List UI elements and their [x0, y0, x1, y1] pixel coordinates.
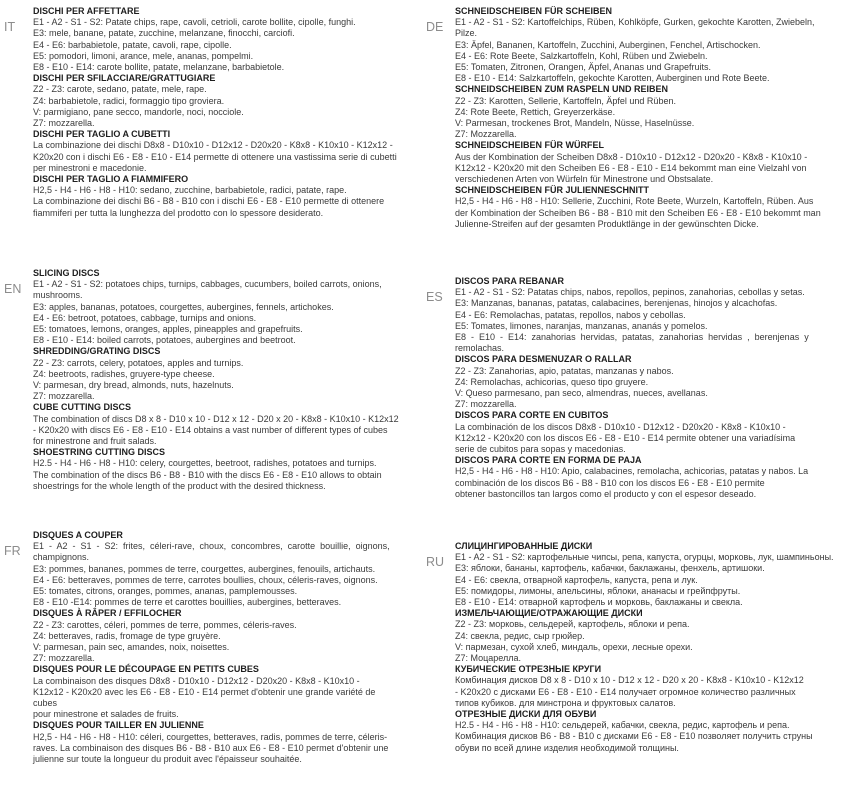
- section-line: Z7: Mozzarella.: [455, 129, 517, 140]
- language-body: [455, 541, 834, 754]
- section-line: Pilze.: [455, 28, 478, 39]
- section-line: Z2 - Z3: морковь, сельдерей, картофель, яблоки и репа.: [455, 619, 690, 630]
- section-line: champignons.: [33, 552, 90, 563]
- section-line: Z4: Remolachas, achicorias, queso tipo gruyere.: [455, 376, 649, 387]
- section-line: K20x20 con i dischi E6 - E8 - E10 - E14 permette di ottenere una vastissima serie di cubetti: [33, 151, 397, 162]
- section-line: Aus der Kombination der Scheiben D8x8 - D10x10 - D12x12 - D20x20 - K8x8 - K10x10 -: [455, 151, 808, 162]
- section-title: SCHNEIDSCHEIBEN FÜR JULIENNESCHNITT: [455, 185, 650, 196]
- section-line: E5: tomates, citrons, oranges, pommes, ananas, pamplemousses.: [33, 586, 298, 597]
- section-title: SCHNEIDSCHEIBEN FÜR WÜRFEL: [455, 140, 605, 151]
- section-line: Julienne-Streifen auf der gesamten Produktlänge in der gewünschten Dicke.: [455, 218, 759, 229]
- section-line: The combination of the discs B6 - B8 - B10 with the discs E6 - E8 - E10 allows to obtain: [33, 469, 382, 480]
- section-line: mushrooms.: [33, 290, 83, 301]
- section-line: Комбинация дисков D8 x 8 - D10 x 10 - D12 x 12 - D20 x 20 - K8x8 - K10x10 - K12x12: [455, 675, 804, 686]
- section-title: SCHNEIDSCHEIBEN ZUM RASPELN UND REIBEN: [455, 84, 669, 95]
- section-title: ОТРЕЗНЫЕ ДИСКИ ДЛЯ ОБУВИ: [455, 709, 597, 720]
- language-block-it: [0, 6, 400, 219]
- section-line: E8 - E10 - E14: zanahorias hervidas, patatas, zanahorias hervidas , berenjenas y: [455, 332, 809, 343]
- section-title: SCHNEIDSCHEIBEN FÜR SCHEIBEN: [455, 6, 613, 16]
- section-title: SHOESTRING CUTTING DISCS: [33, 447, 166, 458]
- section-line: V: parmesan, dry bread, almonds, nuts, hazelnuts.: [33, 380, 234, 391]
- section-line: verschiedenen Arten von Würfeln für Minestrone und Obstsalate.: [455, 174, 714, 185]
- language-body: [455, 276, 834, 500]
- language-body: [33, 268, 400, 492]
- language-block-ru: [422, 541, 834, 754]
- section-line: K12x12 - K20x20 con los discos E6 - E8 - E10 - E14 permite obtener una variadísima: [455, 432, 796, 443]
- section-title: DISCOS PARA CORTE EN FORMA DE PAJA: [455, 455, 642, 466]
- section-line: E8 - E10 - E14: Salzkartoffeln, gekochte Karotten, Auberginen und Rote Beete.: [455, 73, 770, 84]
- section-line: типов кубиков. для минстрона и фруктовых салатов.: [455, 697, 676, 708]
- section-title: DISQUES POUR LE DÉCOUPAGE EN PETITS CUBES: [33, 664, 259, 675]
- section-title: CUBE CUTTING DISCS: [33, 402, 132, 413]
- section-title: SLICING DISCS: [33, 268, 100, 278]
- section-line: pour minestrone et salades de fruits.: [33, 709, 179, 720]
- section-title: DISCOS PARA CORTE EN CUBITOS: [455, 410, 609, 421]
- section-title: DISCOS PARA DESMENUZAR O RALLAR: [455, 354, 632, 365]
- section-line: H2,5 - H4 - H6 - H8 - H10: Apio, calabacines, remolacha, achicorias, patatas y nabos. La: [455, 466, 809, 477]
- section-line: E1 - A2 - S1 - S2: Kartoffelchips, Rüben, Kohlköpfe, Gurken, gekochte Karotten, Zwiebeln,: [455, 17, 815, 28]
- section-line: Z2 - Z3: Zanahorias, apio, patatas, manzanas y nabos.: [455, 365, 674, 376]
- section-line: remolachas.: [455, 343, 505, 354]
- section-line: - K20x20 с дисками E6 - E8 - E10 - E14 получает огромное количество различных: [455, 686, 796, 697]
- section-line: Z7: Моцарелла.: [455, 653, 521, 664]
- section-line: H2,5 - H4 - H6 - H8 - H10: céleri, courgettes, betteraves, radis, pommes de terre, céleris-: [33, 731, 388, 742]
- section-line: Z7: mozzarella.: [33, 653, 95, 664]
- section-line: La combinación de los discos D8x8 - D10x10 - D12x12 - D20x20 - K8x8 - K10x10 -: [455, 421, 786, 432]
- section-line: Z4: barbabietole, radici, formaggio tipo groviera.: [33, 95, 225, 106]
- section-line: K12x12 - K20x20 mit den Scheiben E6 - E8 - E10 - E14 bekommt man eine Vielzahl von: [455, 162, 807, 173]
- section-line: serie de cubitos para sopas y macedonias.: [455, 444, 626, 455]
- section-line: Z4: свекла, редис, сыр грюйер.: [455, 630, 585, 641]
- section-title: DISCHI PER TAGLIO A FIAMMIFERO: [33, 174, 189, 185]
- section-line: H2.5 - H4 - H6 - H8 - H10: сельдерей, кабачки, свекла, редис, картофель и репа.: [455, 720, 790, 731]
- section-title: СЛИЦИНГИРОВАННЫЕ ДИСКИ: [455, 541, 593, 551]
- section-line: E1 - A2 - S1 - S2: Patatas chips, nabos, repollos, pepinos, zanahorias, cebollas y setas.: [455, 287, 805, 298]
- section-line: E4 - E6: свекла, отварной картофель, капуста, репа и лук.: [455, 574, 698, 585]
- section-line: combinación de los discos B6 - B8 - B10 con los discos E6 - E8 - E10 permite: [455, 477, 765, 488]
- section-line: E3: яблоки, бананы, картофель, кабачки, баклажаны, фенхель, артишоки.: [455, 563, 765, 574]
- language-block-en: [0, 268, 400, 492]
- section-line: E8 - E10 - E14: boiled carrots, potatoes, aubergines and beetroot.: [33, 335, 296, 346]
- section-line: E4 - E6: barbabietole, patate, cavoli, rape, cipolle.: [33, 39, 232, 50]
- section-line: julienne sur toute la longueur du produit avec l'épaisseur souhaitée.: [33, 754, 302, 765]
- language-block-es: [422, 276, 834, 500]
- section-line: The combination of discs D8 x 8 - D10 x 10 - D12 x 12 - D20 x 20 - K8x8 - K10x10 - K12x12: [33, 413, 399, 424]
- section-line: V: Parmesan, trockenes Brot, Mandeln, Nüsse, Haselnüsse.: [455, 118, 695, 129]
- section-line: Z2 - Z3: carrots, celery, potatoes, apples and turnips.: [33, 357, 244, 368]
- section-line: per minestroni e macedonie.: [33, 162, 147, 173]
- language-body: [33, 6, 400, 219]
- section-line: Z2 - Z3: carottes, céleri, pommes de terre, pommes, céleris-raves.: [33, 619, 297, 630]
- language-body: [33, 530, 400, 765]
- section-line: raves. La combinaison des disques B6 - B8 - B10 aux E6 - E8 - E10 permet d'obtenir une: [33, 742, 389, 753]
- section-title: DISQUES À RÂPER / EFFILOCHER: [33, 608, 182, 619]
- section-line: La combinazione dei dischi B6 - B8 - B10 con i dischi E6 - E8 - E10 permette di ottenere: [33, 196, 385, 207]
- section-line: E8 - E10 - E14: carote bollite, patate, melanzane, barbabietole.: [33, 62, 285, 73]
- language-code: RU: [426, 555, 445, 569]
- section-line: E3: Manzanas, bananas, patatas, calabacines, berenjenas, hinojos y alcachofas.: [455, 298, 778, 309]
- language-code: DE: [426, 20, 444, 34]
- section-line: Z4: Rote Beete, Rettich, Greyerzerkäse.: [455, 106, 616, 117]
- section-title: DISCOS PARA REBANAR: [455, 276, 565, 286]
- section-line: H2,5 - H4 - H6 - H8 - H10: sedano, zucchine, barbabietole, radici, patate, rape.: [33, 185, 347, 196]
- section-line: E3: apples, bananas, potatoes, courgettes, aubergines, fennels, artichokes.: [33, 301, 334, 312]
- section-line: Z4: betteraves, radis, fromage de type gruyère.: [33, 630, 221, 641]
- section-title: SHREDDING/GRATING DISCS: [33, 346, 161, 357]
- section-title: КУБИЧЕСКИЕ ОТРЕЗНЫЕ КРУГИ: [455, 664, 602, 675]
- section-line: E3: pommes, bananes, pommes de terre, courgettes, aubergines, fenouils, artichauts.: [33, 563, 376, 574]
- section-line: obtener bastoncillos tan largos como el producto y con el espesor deseado.: [455, 488, 757, 499]
- section-line: E4 - E6: betteraves, pommes de terre, carrotes boullies, choux, céleris-raves, oignons.: [33, 574, 378, 585]
- section-line: E4 - E6: betroot, potatoes, cabbage, turnips and onions.: [33, 312, 257, 323]
- section-line: V: Queso parmesano, pan seco, almendras, nueces, avellanas.: [455, 388, 708, 399]
- section-title: DISQUES A COUPER: [33, 530, 123, 540]
- language-body: [455, 6, 834, 230]
- section-line: Z2 - Z3: Karotten, Sellerie, Kartoffeln, Äpfel und Rüben.: [455, 95, 676, 106]
- section-line: K12x12 - K20x20 avec les E6 - E8 - E10 - E14 permet d'obtenir une grande variété de cubes: [33, 686, 378, 709]
- section-line: - K20x20 with discs E6 - E8 - E10 - E14 obtains a vast number of different types of cubes: [33, 424, 388, 435]
- section-line: E4 - E6: Rote Beete, Salzkartoffeln, Kohl, Rüben und Zwiebeln.: [455, 50, 708, 61]
- language-code: IT: [4, 20, 16, 34]
- section-title: DISCHI PER TAGLIO A CUBETTI: [33, 129, 171, 140]
- section-line: E1 - A2 - S1 - S2: Patate chips, rape, cavoli, cetrioli, carote bollite, cipolle, funghi.: [33, 17, 356, 28]
- section-line: E5: Tomaten, Zitronen, Orangen, Äpfel, Ananas und Grapefruits.: [455, 62, 711, 73]
- section-line: E1 - A2 - S1 - S2: frites, céleri-rave, choux, concombres, carotte bouillie, oignons,: [33, 541, 390, 552]
- section-line: Комбинация дисков B6 - B8 - B10 с дисками E6 - E8 - E10 позволяет получить струны: [455, 731, 813, 742]
- section-line: E5: Tomates, limones, naranjas, manzanas, ananás y pomelos.: [455, 320, 708, 331]
- section-line: E8 - E10 -E14: pommes de terre et carottes bouillies, aubergines, betteraves.: [33, 597, 342, 608]
- section-title: DISCHI PER SFILACCIARE/GRATTUGIARE: [33, 73, 216, 84]
- language-code: ES: [426, 290, 443, 304]
- section-line: E5: помидоры, лимоны, апельсины, яблоки, ананасы и грейпфруты.: [455, 585, 741, 596]
- section-line: Z7: mozzarella.: [33, 391, 95, 402]
- section-title: DISQUES POUR TAILLER EN JULIENNE: [33, 720, 204, 731]
- section-line: Z7: mozzarella.: [455, 399, 517, 410]
- section-line: H2.5 - H4 - H6 - H8 - H10: celery, courgettes, beetroot, radishes, potatoes and turnips.: [33, 458, 377, 469]
- section-line: V: пармезан, сухой хлеб, миндаль, орехи, лесные орехи.: [455, 641, 693, 652]
- section-line: V: parmigiano, pane secco, mandorle, noci, nocciole.: [33, 106, 244, 117]
- section-line: E4 - E6: Remolachas, patatas, repollos, nabos y cebollas.: [455, 309, 686, 320]
- section-line: Z2 - Z3: carote, sedano, patate, mele, rape.: [33, 84, 207, 95]
- language-block-fr: [0, 530, 400, 765]
- section-title: ИЗМЕЛЬЧАЮЩИЕ/ОТРАЖАЮЩИЕ ДИСКИ: [455, 608, 643, 619]
- section-line: E5: pomodori, limoni, arance, mele, ananas, pompelmi.: [33, 50, 254, 61]
- section-line: E1 - A2 - S1 - S2: potatoes chips, turnips, cabbages, cucumbers, boiled carrots, onions,: [33, 279, 382, 290]
- section-line: E3: mele, banane, patate, zucchine, melanzane, finocchi, carciofi.: [33, 28, 295, 39]
- section-line: shoestrings for the whole length of the product with the desired thickness.: [33, 480, 326, 491]
- section-line: E3: Äpfel, Bananen, Kartoffeln, Zucchini, Auberginen, Fenchel, Artischocken.: [455, 39, 761, 50]
- section-line: La combinaison des disques D8x8 - D10x10 - D12x12 - D20x20 - K8x8 - K10x10 -: [33, 675, 360, 686]
- section-line: E1 - A2 - S1 - S2: картофельные чипсы, репа, капуста, огурцы, морковь, лук, шампиньоны.: [455, 552, 834, 563]
- section-line: H2,5 - H4 - H6 - H8 - H10: Sellerie, Zucchini, Rote Beete, Wurzeln, Kartoffeln, Rüben. Aus: [455, 196, 814, 207]
- section-line: Z4: beetroots, radishes, gruyere-type cheese.: [33, 368, 215, 379]
- section-line: E5: tomatoes, lemons, oranges, apples, pineapples and grapefruits.: [33, 324, 303, 335]
- language-code: FR: [4, 544, 21, 558]
- section-line: La combinazione dei dischi D8x8 - D10x10 - D12x12 - D20x20 - K8x8 - K10x10 - K12x12 -: [33, 140, 393, 151]
- section-line: V: parmesan, pain sec, amandes, noix, noisettes.: [33, 642, 230, 653]
- section-line: der Kombination der Scheiben B6 - B8 - B10 mit den Scheiben E6 - E8 - E10 bekommt man: [455, 207, 821, 218]
- section-title: DISCHI PER AFFETTARE: [33, 6, 140, 16]
- language-code: EN: [4, 282, 22, 296]
- section-line: for minestrone and fruit salads.: [33, 436, 157, 447]
- language-block-de: [422, 6, 834, 230]
- section-line: E8 - E10 - E14: отварной картофель и морковь, баклажаны и свекла.: [455, 597, 743, 608]
- section-line: fiammiferi per tutta la lunghezza del prodotto con lo spessore desiderato.: [33, 207, 324, 218]
- section-line: Z7: mozzarella.: [33, 118, 95, 129]
- section-line: обуви по всей длине изделия необходимой толщины.: [455, 742, 679, 753]
